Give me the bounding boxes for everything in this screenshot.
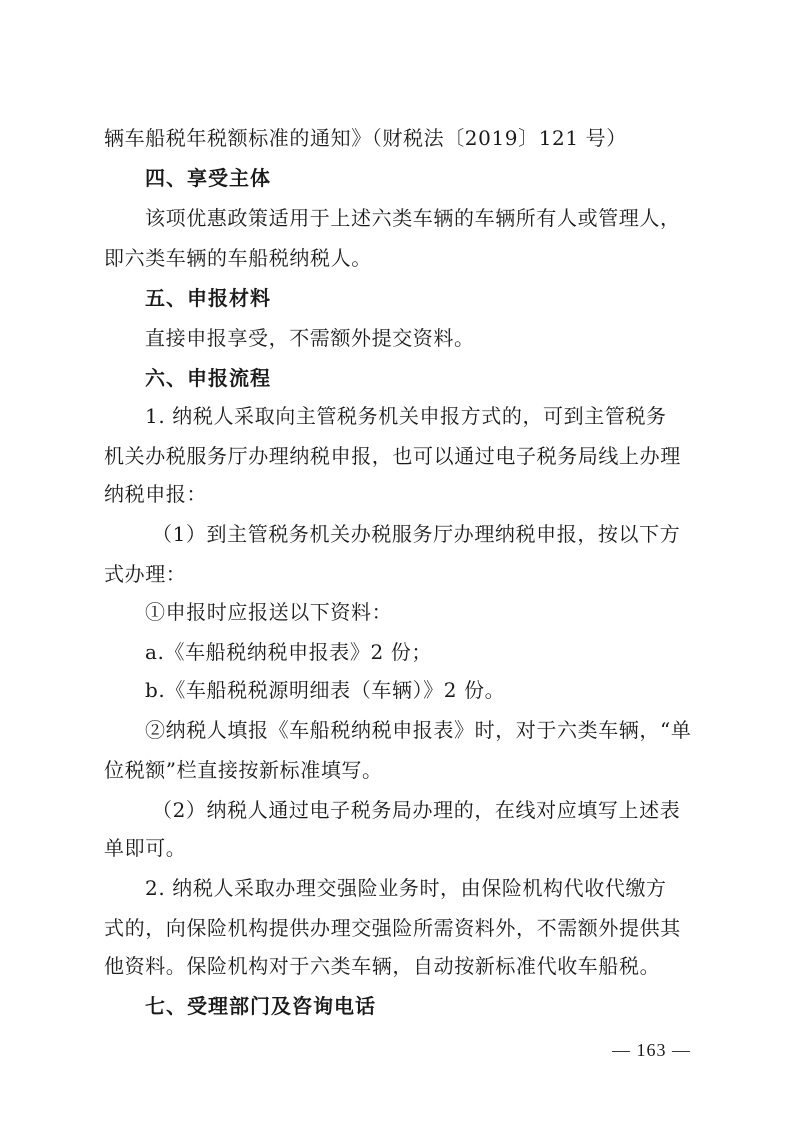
body-line-2: 该项优惠政策适用于上述六类车辆的车辆所有人或管理人， bbox=[145, 206, 681, 230]
section-heading-4: 四、享受主体 bbox=[145, 166, 271, 190]
body-line-6: 机关办税服务厅办理纳税申报，也可以通过电子税务局线上办理 bbox=[104, 444, 681, 468]
body-line-8: （1）到主管税务机关办税服务厅办理纳税申报，按以下方 bbox=[152, 522, 681, 546]
body-line-17: 2. 纳税人采取办理交强险业务时，由保险机构代收代缴方 bbox=[145, 876, 667, 900]
section-heading-7: 七、受理部门及咨询电话 bbox=[145, 994, 376, 1018]
body-line-4: 直接申报享受，不需额外提交资料。 bbox=[145, 326, 475, 350]
body-line-15: （2）纳税人通过电子税务局办理的，在线对应填写上述表 bbox=[152, 798, 681, 822]
body-line-9: 式办理： bbox=[104, 562, 187, 586]
body-line-12: b.《车船税税源明细表（车辆）》2 份。 bbox=[145, 678, 506, 702]
body-line-5: 1. 纳税人采取向主管税务机关申报方式的，可到主管税务 bbox=[145, 404, 667, 428]
section-heading-5: 五、申报材料 bbox=[145, 286, 271, 310]
body-line-19: 他资料。保险机构对于六类车辆，自动按新标准代收车船税。 bbox=[104, 954, 661, 978]
body-line-10: ①申报时应报送以下资料： bbox=[145, 600, 393, 624]
body-line-14: 位税额”栏直接按新标准填写。 bbox=[104, 758, 383, 782]
body-line-7: 纳税申报： bbox=[104, 482, 207, 506]
page-number: — 163 — bbox=[612, 1040, 691, 1060]
body-line-11: a.《车船税纳税申报表》2 份； bbox=[145, 640, 432, 664]
body-line-3: 即六类车辆的车船税纳税人。 bbox=[104, 246, 372, 270]
body-line-18: 式的，向保险机构提供办理交强险所需资料外，不需额外提供其 bbox=[104, 916, 681, 940]
section-heading-6: 六、申报流程 bbox=[145, 366, 271, 390]
body-line-16: 单即可。 bbox=[104, 836, 187, 860]
body-line-1: 辆车船税年税额标准的通知》（财税法〔2019〕121 号） bbox=[104, 126, 627, 150]
body-line-13: ②纳税人填报《车船税纳税申报表》时，对于六类车辆，“单 bbox=[145, 718, 692, 742]
